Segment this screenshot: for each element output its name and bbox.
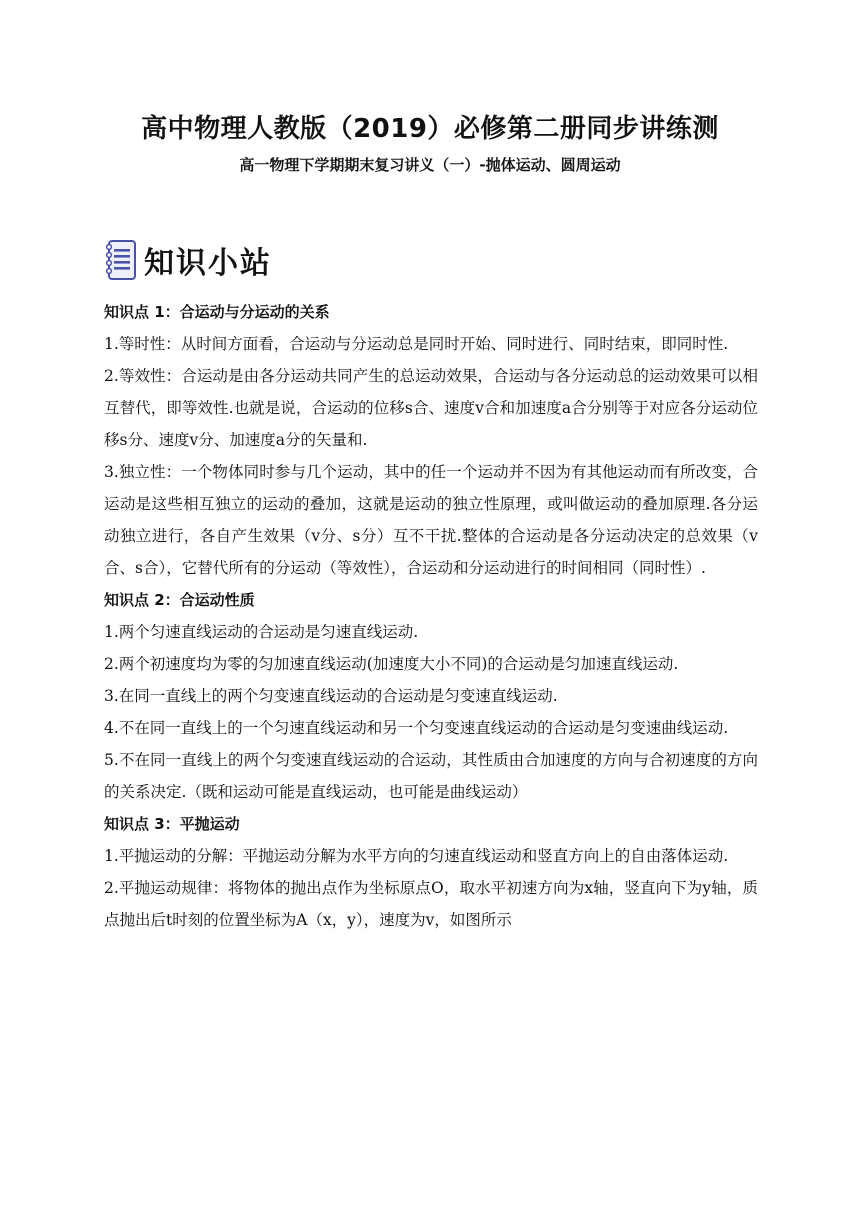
page-title: 高中物理人教版（2019）必修第二册同步讲练测 — [141, 114, 719, 144]
knowledge-point-heading: 知识点 1：合运动与分运动的关系 — [104, 303, 330, 321]
paragraph: 2.等效性：合运动是由各分运动共同产生的总运动效果，合运动与各分运动总的运动效果可以相互替代，即等效性.也就是说，合运动的位移s合、速度v合和加速度a合分别等于对应各分运动位移s分、速度v分、加速度a分的矢量和. — [104, 367, 758, 449]
knowledge-point-heading: 知识点 3：平抛运动 — [104, 815, 240, 833]
paragraph: 4.不在同一直线上的一个匀速直线运动和另一个匀变速直线运动的合运动是匀变速曲线运动. — [104, 719, 729, 737]
paragraph: 2.两个初速度均为零的匀加速直线运动(加速度大小不同)的合运动是匀加速直线运动. — [104, 655, 679, 673]
knowledge-point-2 — [104, 584, 758, 808]
knowledge-point-1 — [104, 296, 758, 584]
knowledge-point-heading: 知识点 2：合运动性质 — [104, 591, 255, 609]
paragraph: 3.在同一直线上的两个匀变速直线运动的合运动是匀变速直线运动. — [104, 687, 558, 705]
content-body — [104, 296, 758, 936]
page-subtitle: 高一物理下学期期末复习讲义（一）-抛体运动、圆周运动 — [239, 156, 621, 174]
paragraph: 1.等时性：从时间方面看，合运动与分运动总是同时开始、同时进行、同时结束，即同时性. — [104, 335, 729, 353]
section-title: 知识小站 — [144, 246, 272, 281]
paragraph: 1.平抛运动的分解：平抛运动分解为水平方向的匀速直线运动和竖直方向上的自由落体运动. — [104, 847, 729, 865]
knowledge-point-3 — [104, 808, 758, 936]
paragraph: 3.独立性：一个物体同时参与几个运动，其中的任一个运动并不因为有其他运动而有所改变，合运动是这些相互独立的运动的叠加，这就是运动的独立性原理，或叫做运动的叠加原理.各分运动独立进行，各自产生效果（v分、s分）互不干扰.整体的合运动是各分运动决定的总效果（v合、s合），它替代所有的分运动（等效性），合运动和分运动进行的时间相同（同时性）. — [104, 463, 758, 577]
paragraph: 5.不在同一直线上的两个匀变速直线运动的合运动，其性质由合加速度的方向与合初速度的方向的关系决定.（既和运动可能是直线运动，也可能是曲线运动） — [104, 751, 758, 801]
notebook-icon — [104, 238, 138, 282]
paragraph: 1.两个匀速直线运动的合运动是匀速直线运动. — [104, 623, 419, 641]
section-banner — [104, 236, 272, 284]
paragraph: 2.平抛运动规律：将物体的抛出点作为坐标原点O，取水平初速方向为x轴，竖直向下为y轴，质点抛出后t时刻的位置坐标为A（x，y），速度为v，如图所示 — [104, 879, 758, 929]
